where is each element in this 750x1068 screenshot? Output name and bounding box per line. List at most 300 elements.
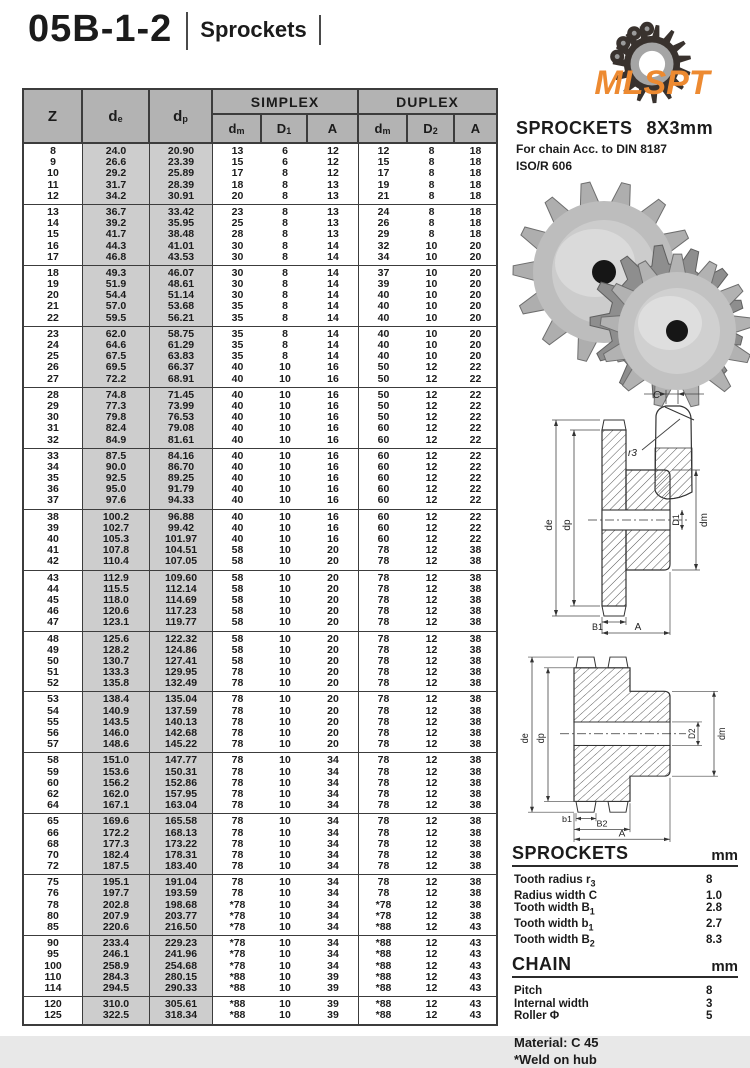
table-column — [408, 997, 455, 1023]
z-cell: 48 — [24, 634, 82, 645]
spec-row — [514, 1010, 738, 1023]
sprockets-spec-header — [512, 843, 738, 867]
z-cell: 12 — [24, 191, 82, 202]
col-header-duplex-dm: d m — [359, 115, 408, 142]
value-cell: 30 — [213, 279, 262, 290]
value-cell: 22 — [455, 462, 496, 473]
col-header-simplex-dm: d m — [213, 115, 262, 142]
value-cell: 20 — [308, 678, 358, 689]
value-cell: 8 — [262, 207, 308, 218]
value-cell: 10 — [262, 778, 308, 789]
table-column — [408, 327, 455, 387]
value-cell: 195.1 — [83, 877, 149, 888]
value-cell: 96.88 — [150, 512, 212, 523]
value-cell: 38 — [455, 900, 496, 911]
value-cell: 22 — [455, 374, 496, 385]
table-column — [83, 266, 150, 326]
brand-name: MLSPT — [588, 67, 716, 99]
value-cell: 14 — [308, 340, 358, 351]
value-cell: 12 — [408, 972, 455, 983]
value-cell: 23.39 — [150, 157, 212, 168]
value-cell: 34 — [308, 922, 358, 933]
value-cell: 10 — [262, 850, 308, 861]
value-cell: 187.5 — [83, 861, 149, 872]
value-cell: 78 — [213, 767, 262, 778]
dim-label-dp: dp — [536, 733, 548, 743]
value-cell: 203.77 — [150, 911, 212, 922]
value-cell: 41.01 — [150, 241, 212, 252]
value-cell: 40 — [359, 329, 408, 340]
value-cell: 10 — [262, 983, 308, 994]
value-cell: 16 — [308, 484, 358, 495]
value-cell: 40 — [359, 351, 408, 362]
value-cell: 84.9 — [83, 435, 149, 446]
value-cell: 71.45 — [150, 390, 212, 401]
table-column — [24, 144, 83, 204]
value-cell: 38 — [455, 584, 496, 595]
z-cell: 66 — [24, 828, 82, 839]
table-column — [83, 327, 150, 387]
value-cell: 34 — [308, 778, 358, 789]
value-cell: 147.77 — [150, 755, 212, 766]
value-cell: 38 — [455, 816, 496, 827]
value-cell: 22 — [455, 412, 496, 423]
value-cell: 25 — [213, 218, 262, 229]
table-column — [359, 144, 408, 204]
table-column — [24, 692, 83, 752]
value-cell: 78 — [213, 828, 262, 839]
value-cell: 10 — [408, 290, 455, 301]
value-cell: 216.50 — [150, 922, 212, 933]
value-cell: 22 — [455, 523, 496, 534]
simplex-bore — [592, 260, 616, 284]
chain-standard-line: For chain Acc. to DIN 8187 — [516, 142, 727, 156]
value-cell: 92.5 — [83, 473, 149, 484]
value-cell: 122.32 — [150, 634, 212, 645]
value-cell: 38 — [455, 778, 496, 789]
spec-label: Internal width — [514, 998, 702, 1011]
table-column — [150, 388, 213, 448]
right-panel — [502, 0, 750, 1036]
value-cell: 40 — [213, 462, 262, 473]
value-cell: 38 — [455, 877, 496, 888]
z-cell: 40 — [24, 534, 82, 545]
value-cell: 10 — [262, 634, 308, 645]
value-cell: 63.83 — [150, 351, 212, 362]
spec-value: 8 — [702, 985, 738, 998]
value-cell: 10 — [408, 252, 455, 263]
value-cell: 8 — [262, 191, 308, 202]
value-cell: 58 — [213, 606, 262, 617]
value-cell: 50 — [359, 390, 408, 401]
value-cell: 78 — [359, 861, 408, 872]
table-column — [24, 936, 83, 996]
value-cell: 40 — [213, 374, 262, 385]
value-cell: 22 — [455, 401, 496, 412]
z-cell: 35 — [24, 473, 82, 484]
table-row-group — [24, 265, 496, 326]
table-column — [150, 997, 213, 1023]
value-cell: 10 — [262, 390, 308, 401]
table-column — [24, 388, 83, 448]
z-cell: 24 — [24, 340, 82, 351]
table-column — [308, 388, 359, 448]
value-cell: 39 — [308, 983, 358, 994]
table-column — [359, 388, 408, 448]
value-cell: 78 — [359, 556, 408, 567]
col-header-dp: d p — [150, 90, 213, 142]
value-cell: 22 — [455, 390, 496, 401]
table-column — [455, 449, 496, 509]
value-cell: 10 — [262, 362, 308, 373]
value-cell: 10 — [262, 938, 308, 949]
value-cell: 12 — [408, 938, 455, 949]
table-column — [262, 692, 308, 752]
value-cell: 118.0 — [83, 595, 149, 606]
value-cell: 177.3 — [83, 839, 149, 850]
sprockets-spec-unit: mm — [711, 847, 738, 864]
value-cell: 57.0 — [83, 301, 149, 312]
value-cell: 20 — [455, 241, 496, 252]
value-cell: 78 — [359, 888, 408, 899]
value-cell: 20 — [308, 556, 358, 567]
value-cell: 78 — [359, 656, 408, 667]
value-cell: 10 — [262, 374, 308, 385]
value-cell: 78 — [213, 816, 262, 827]
value-cell: *88 — [213, 972, 262, 983]
value-cell: 120.6 — [83, 606, 149, 617]
value-cell: 84.16 — [150, 451, 212, 462]
value-cell: 10 — [262, 999, 308, 1010]
table-column — [262, 388, 308, 448]
value-cell: 78 — [213, 861, 262, 872]
value-cell: *88 — [359, 938, 408, 949]
table-column — [455, 510, 496, 570]
spec-value: 1.0 — [702, 890, 738, 903]
value-cell: 18 — [455, 191, 496, 202]
value-cell: 78 — [213, 839, 262, 850]
value-cell: 58 — [213, 595, 262, 606]
z-cell: 110 — [24, 972, 82, 983]
value-cell: 146.0 — [83, 728, 149, 739]
value-cell: 8 — [408, 168, 455, 179]
value-cell: 10 — [262, 656, 308, 667]
value-cell: 41.7 — [83, 229, 149, 240]
value-cell: 21 — [359, 191, 408, 202]
table-column — [150, 205, 213, 265]
value-cell: 143.5 — [83, 717, 149, 728]
value-cell: 73.99 — [150, 401, 212, 412]
value-cell: 78 — [213, 888, 262, 899]
z-cell: 70 — [24, 850, 82, 861]
value-cell: 34 — [308, 861, 358, 872]
value-cell: 156.2 — [83, 778, 149, 789]
value-cell: 30 — [213, 241, 262, 252]
value-cell: 10 — [408, 268, 455, 279]
value-cell: 12 — [408, 595, 455, 606]
table-column — [308, 205, 359, 265]
value-cell: 10 — [262, 922, 308, 933]
value-cell: 82.4 — [83, 423, 149, 434]
value-cell: 10 — [262, 949, 308, 960]
value-cell: 58 — [213, 617, 262, 628]
z-cell: 43 — [24, 573, 82, 584]
value-cell: 46.07 — [150, 268, 212, 279]
z-cell: 44 — [24, 584, 82, 595]
value-cell: 38 — [455, 606, 496, 617]
page-subtitle: Sprockets — [200, 17, 306, 43]
value-cell: 20 — [455, 290, 496, 301]
chain-spec-rows — [514, 985, 738, 1023]
value-cell: 78 — [213, 739, 262, 750]
table-column — [455, 632, 496, 692]
value-cell: 10 — [408, 279, 455, 290]
value-cell: 38 — [455, 706, 496, 717]
z-cell: 17 — [24, 252, 82, 263]
value-cell: 14 — [308, 301, 358, 312]
value-cell: 12 — [408, 922, 455, 933]
value-cell: 34 — [308, 800, 358, 811]
value-cell: 8 — [262, 252, 308, 263]
table-column — [262, 632, 308, 692]
z-cell: 58 — [24, 755, 82, 766]
value-cell: 10 — [262, 706, 308, 717]
value-cell: 16 — [308, 401, 358, 412]
value-cell: 198.68 — [150, 900, 212, 911]
value-cell: 12 — [408, 534, 455, 545]
dim-label-de: de — [544, 519, 555, 531]
z-cell: 114 — [24, 983, 82, 994]
col-header-duplex-d2: D 2 — [408, 115, 455, 142]
value-cell: 78 — [359, 828, 408, 839]
value-cell: 12 — [408, 888, 455, 899]
table-column — [408, 205, 455, 265]
iso-standard-line: ISO/R 606 — [516, 159, 727, 173]
table-column — [308, 571, 359, 631]
sprockets-spec-title: SPROCKETS — [512, 843, 629, 864]
value-cell: 34 — [308, 938, 358, 949]
spec-row — [514, 934, 738, 950]
value-cell: 202.8 — [83, 900, 149, 911]
value-cell: 284.3 — [83, 972, 149, 983]
value-cell: 34 — [308, 850, 358, 861]
value-cell: 12 — [408, 789, 455, 800]
value-cell: 207.9 — [83, 911, 149, 922]
spec-value: 8 — [702, 874, 738, 890]
value-cell: 178.31 — [150, 850, 212, 861]
table-column — [83, 388, 150, 448]
value-cell: 8 — [262, 329, 308, 340]
value-cell: 58 — [213, 634, 262, 645]
value-cell: 48.61 — [150, 279, 212, 290]
spec-row — [514, 874, 738, 890]
value-cell: *88 — [213, 999, 262, 1010]
col-header-simplex-d1: D 1 — [262, 115, 308, 142]
table-column — [308, 875, 359, 935]
value-cell: 81.61 — [150, 435, 212, 446]
value-cell: 78 — [359, 595, 408, 606]
value-cell: 12 — [408, 800, 455, 811]
value-cell: 78 — [213, 678, 262, 689]
dim-label-b1: b1 — [562, 815, 572, 824]
z-cell: 120 — [24, 999, 82, 1010]
value-cell: 78 — [213, 778, 262, 789]
value-cell: 78 — [213, 800, 262, 811]
table-column — [408, 388, 455, 448]
value-cell: 62.0 — [83, 329, 149, 340]
value-cell: 38.48 — [150, 229, 212, 240]
value-cell: 20 — [308, 595, 358, 606]
value-cell: 53.68 — [150, 301, 212, 312]
table-column — [359, 449, 408, 509]
value-cell: 10 — [262, 573, 308, 584]
value-cell: 153.6 — [83, 767, 149, 778]
value-cell: 22 — [455, 451, 496, 462]
value-cell: 16 — [308, 423, 358, 434]
value-cell: 12 — [408, 778, 455, 789]
value-cell: 34 — [308, 949, 358, 960]
table-column — [408, 753, 455, 813]
value-cell: 43 — [455, 938, 496, 949]
value-cell: 125.6 — [83, 634, 149, 645]
value-cell: 101.97 — [150, 534, 212, 545]
value-cell: 38 — [455, 789, 496, 800]
value-cell: 10 — [408, 329, 455, 340]
value-cell: 20 — [308, 739, 358, 750]
dim-label-dp: dp — [562, 519, 573, 531]
value-cell: 40 — [213, 473, 262, 484]
value-cell: 51.9 — [83, 279, 149, 290]
value-cell: 12 — [408, 861, 455, 872]
z-cell: 90 — [24, 938, 82, 949]
table-column — [213, 510, 262, 570]
table-column — [83, 875, 150, 935]
value-cell: 58 — [213, 556, 262, 567]
value-cell: *88 — [359, 922, 408, 933]
value-cell: 18 — [455, 229, 496, 240]
value-cell: 12 — [408, 850, 455, 861]
value-cell: 10 — [262, 861, 308, 872]
z-cell: 30 — [24, 412, 82, 423]
value-cell: 20 — [455, 351, 496, 362]
value-cell: 142.68 — [150, 728, 212, 739]
value-cell: 15 — [359, 157, 408, 168]
value-cell: 8 — [408, 229, 455, 240]
value-cell: 12 — [408, 728, 455, 739]
dim-label-d2: D2 — [687, 728, 697, 739]
table-column — [455, 327, 496, 387]
z-cell: 49 — [24, 645, 82, 656]
value-cell: 78 — [359, 573, 408, 584]
value-cell: 305.61 — [150, 999, 212, 1010]
table-column — [83, 632, 150, 692]
z-cell: 46 — [24, 606, 82, 617]
value-cell: 40 — [213, 523, 262, 534]
value-cell: 191.04 — [150, 877, 212, 888]
value-cell: 132.49 — [150, 678, 212, 689]
duplex-bore — [666, 320, 688, 342]
table-column — [359, 571, 408, 631]
value-cell: 78 — [213, 755, 262, 766]
table-column — [359, 327, 408, 387]
value-cell: *88 — [359, 1010, 408, 1021]
value-cell: 8 — [408, 191, 455, 202]
table-row-group — [24, 996, 496, 1023]
value-cell: 12 — [408, 999, 455, 1010]
value-cell: 38 — [455, 717, 496, 728]
value-cell: 8 — [408, 218, 455, 229]
product-info — [516, 118, 727, 173]
value-cell: 40 — [359, 313, 408, 324]
spec-row — [514, 985, 738, 998]
table-column — [359, 205, 408, 265]
z-cell: 39 — [24, 523, 82, 534]
spec-lists — [512, 843, 738, 1068]
value-cell: 20 — [455, 279, 496, 290]
table-column — [83, 936, 150, 996]
value-cell: 10 — [262, 828, 308, 839]
value-cell: 20 — [308, 584, 358, 595]
table-column — [455, 571, 496, 631]
value-cell: 60 — [359, 435, 408, 446]
table-row-group — [24, 631, 496, 692]
table-column — [455, 266, 496, 326]
value-cell: 43 — [455, 999, 496, 1010]
table-column — [308, 814, 359, 874]
value-cell: 39 — [308, 1010, 358, 1021]
table-column — [24, 510, 83, 570]
table-column — [24, 205, 83, 265]
duplex-section-drawing — [518, 648, 732, 842]
value-cell: 13 — [308, 191, 358, 202]
value-cell: 33.42 — [150, 207, 212, 218]
table-column — [150, 266, 213, 326]
table-column — [408, 632, 455, 692]
z-cell: 52 — [24, 678, 82, 689]
sprocket-product-photo — [504, 180, 749, 388]
z-cell: 32 — [24, 435, 82, 446]
z-cell: 18 — [24, 268, 82, 279]
value-cell: 29.2 — [83, 168, 149, 179]
z-cell: 75 — [24, 877, 82, 888]
value-cell: 46.8 — [83, 252, 149, 263]
table-column — [83, 753, 150, 813]
z-cell: 28 — [24, 390, 82, 401]
value-cell: 12 — [308, 168, 358, 179]
value-cell: 14 — [308, 329, 358, 340]
table-column — [308, 144, 359, 204]
value-cell: 20 — [455, 329, 496, 340]
value-cell: *78 — [213, 922, 262, 933]
z-cell: 80 — [24, 911, 82, 922]
value-cell: 13 — [213, 146, 262, 157]
table-column — [408, 510, 455, 570]
value-cell: 22 — [455, 495, 496, 506]
value-cell: 30 — [213, 290, 262, 301]
z-cell: 37 — [24, 495, 82, 506]
value-cell: 10 — [262, 401, 308, 412]
value-cell: 152.86 — [150, 778, 212, 789]
table-column — [455, 814, 496, 874]
value-cell: 294.5 — [83, 983, 149, 994]
product-info-title: SPROCKETS 8X3mm — [516, 118, 727, 139]
value-cell: 38 — [455, 595, 496, 606]
value-cell: 78 — [359, 645, 408, 656]
value-cell: 16 — [308, 495, 358, 506]
value-cell: 12 — [408, 545, 455, 556]
table-column — [24, 997, 83, 1023]
value-cell: 16 — [308, 523, 358, 534]
